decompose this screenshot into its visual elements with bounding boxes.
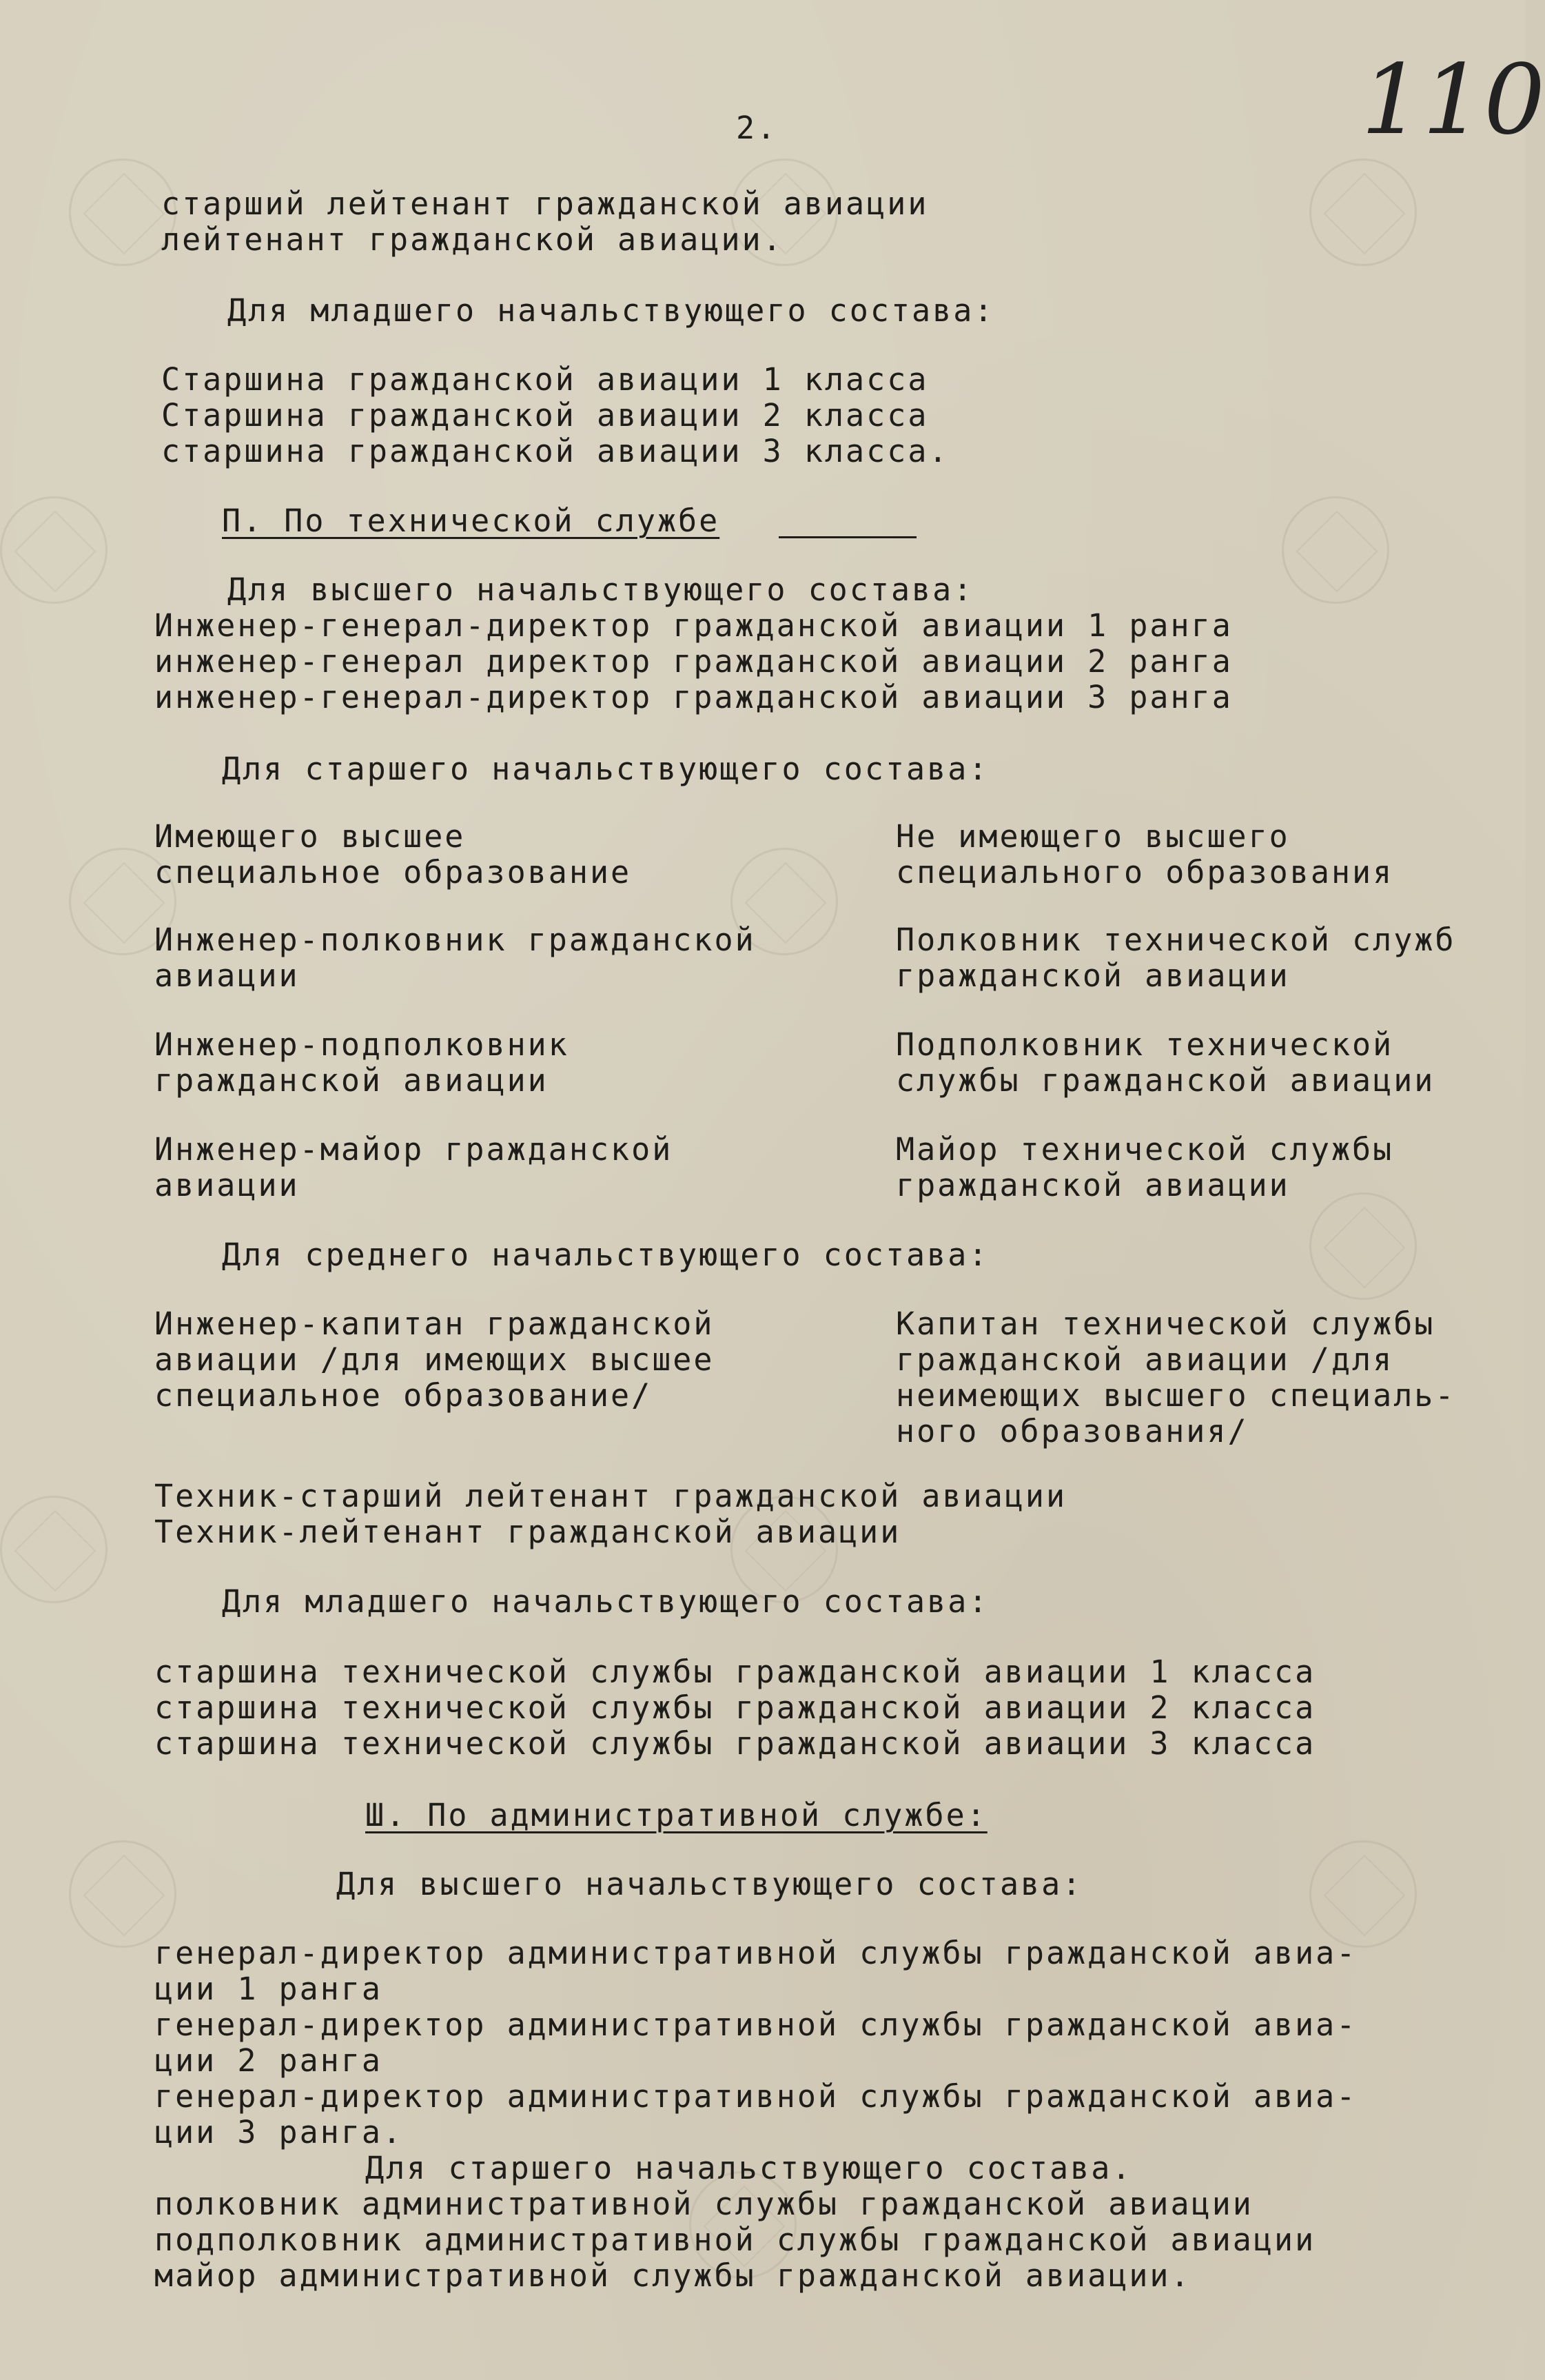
text-line: старшина технической службы гражданской авиации 3 класса (154, 1725, 1316, 1762)
text-line: лейтенант гражданской авиации. (161, 221, 784, 258)
subheading: Для высшего начальствующего состава: (336, 1866, 1083, 1902)
right-column-line: Не имеющего высшего (896, 818, 1290, 855)
text-line: генерал-директор административной службы гражданской авиа- (154, 2078, 1358, 2115)
right-column-line: Подполковник технической (896, 1026, 1394, 1063)
right-column-line: неимеющих высшего специаль- (896, 1377, 1456, 1414)
right-column-line: гражданской авиации (896, 957, 1290, 994)
handwritten-folio-number: 110 (1361, 44, 1545, 156)
right-column-line: службы гражданской авиации (896, 1062, 1435, 1099)
text-line: старшина гражданской авиации 3 класса. (161, 433, 950, 469)
heading-underline-extension (779, 536, 917, 538)
right-column-line: специального образования (896, 854, 1394, 891)
watermark-emblem-icon (0, 496, 108, 604)
left-column-line: Имеющего высшее (154, 818, 466, 855)
text-line: майор административной службы гражданской авиации. (154, 2257, 1191, 2294)
text-line: генерал-директор административной службы гражданской авиа- (154, 2006, 1358, 2043)
left-column-line: гражданской авиации (154, 1062, 549, 1099)
left-column-line: специальное образование/ (154, 1377, 653, 1414)
watermark-emblem-icon (1309, 1192, 1417, 1300)
subheading: Для высшего начальствующего состава: (227, 571, 974, 608)
left-column-line: Инженер-подполковник (154, 1026, 569, 1063)
left-column-line: авиации (154, 1167, 300, 1203)
left-column-line: авиации /для имеющих высшее (154, 1341, 715, 1378)
right-column-line: гражданской авиации /для (896, 1341, 1394, 1378)
text-line: ции 1 ранга (154, 1971, 383, 2007)
right-column-line: Полковник технической служб (896, 922, 1456, 958)
text-line: старшина технической службы гражданской авиации 1 класса (154, 1654, 1316, 1690)
page-number: 2. (736, 110, 778, 146)
right-column-line: Капитан технической службы (896, 1305, 1435, 1342)
subheading: Для младшего начальствующего состава: (227, 292, 995, 329)
left-column-line: авиации (154, 957, 300, 994)
subheading: Для старшего начальствующего состава. (365, 2150, 1133, 2186)
subheading: Для младшего начальствующего состава: (222, 1583, 990, 1620)
watermark-emblem-icon (0, 1496, 108, 1603)
right-column-line: ного образования/ (896, 1413, 1249, 1450)
left-column-line: специальное образование (154, 854, 632, 891)
right-column-line: гражданской авиации (896, 1167, 1290, 1203)
text-line: Старшина гражданской авиации 2 класса (161, 397, 929, 434)
text-line: подполковник административной службы гражданской авиации (154, 2221, 1316, 2258)
text-line: старшина технической службы гражданской авиации 2 класса (154, 1689, 1316, 1726)
left-column-line: Инженер-полковник гражданской (154, 922, 756, 958)
text-line: Техник-лейтенант гражданской авиации (154, 1514, 901, 1550)
subheading: Для среднего начальствующего состава: (222, 1237, 990, 1273)
left-column-line: Инженер-капитан гражданской (154, 1305, 715, 1342)
watermark-emblem-icon (1282, 496, 1389, 604)
text-line: старший лейтенант гражданской авиации (161, 185, 929, 222)
subheading: Для старшего начальствующего состава: (222, 751, 990, 787)
right-column-line: Майор технической службы (896, 1131, 1394, 1168)
watermark-emblem-icon (1309, 1840, 1417, 1948)
watermark-emblem-icon (69, 1840, 176, 1948)
text-line: Техник-старший лейтенант гражданской авиации (154, 1478, 1067, 1514)
text-line: полковник административной службы гражданской авиации (154, 2186, 1254, 2222)
text-line: Инженер-генерал-директор гражданской авиации 1 ранга (154, 607, 1233, 644)
text-line: Старшина гражданской авиации 1 класса (161, 361, 929, 398)
left-column-line: Инженер-майор гражданской (154, 1131, 673, 1168)
text-line: инженер-генерал директор гражданской авиации 2 ранга (154, 643, 1233, 680)
text-line: ции 3 ранга. (154, 2114, 404, 2150)
watermark-emblem-icon (1309, 159, 1417, 266)
text-line: инженер-генерал-директор гражданской авиации 3 ранга (154, 679, 1233, 715)
text-line: генерал-директор административной службы гражданской авиа- (154, 1935, 1358, 1971)
section-heading: П. По технической службе (222, 502, 720, 539)
text-line: ции 2 ранга (154, 2042, 383, 2079)
section-heading: Ш. По административной службе: (365, 1797, 988, 1833)
watermark-emblem-icon (69, 159, 176, 266)
